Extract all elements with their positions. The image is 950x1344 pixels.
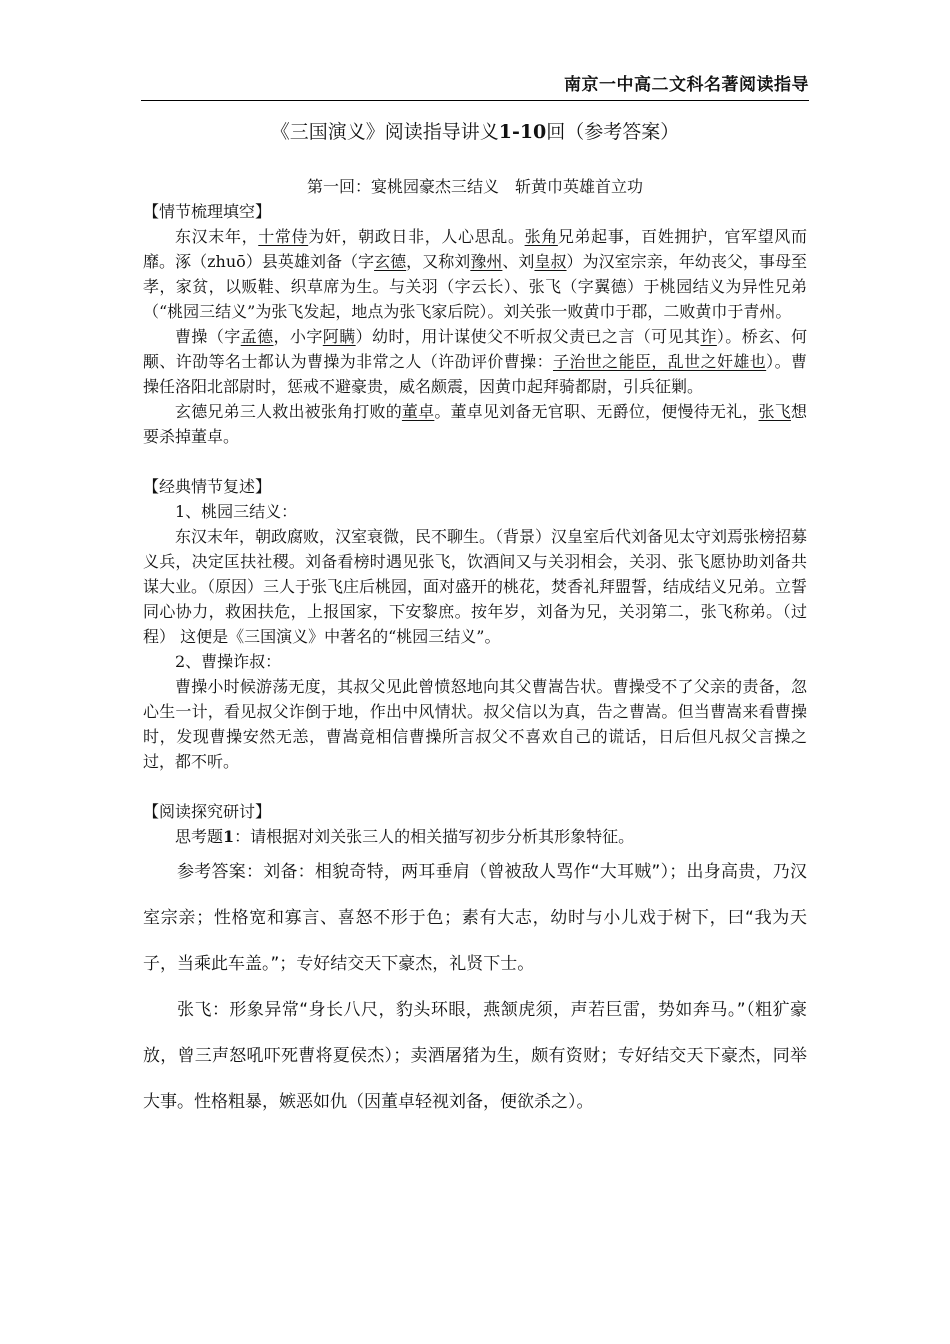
doc-title-post: 回（参考答案） [546, 121, 680, 143]
answer-blank: 皇叔 [534, 252, 567, 271]
text-run: 东汉末年， [175, 227, 259, 246]
answer-blank: 十常侍 [258, 227, 309, 246]
question-label: 思考题 [175, 827, 224, 846]
question-number: 1 [223, 827, 235, 846]
spacer [143, 449, 807, 474]
answer-blank: 张角 [524, 227, 558, 246]
doc-title-number: 1-10 [498, 121, 547, 143]
answer-blank: 诈 [700, 327, 717, 346]
text-run: 曹操（字 [175, 327, 241, 346]
document-body [143, 118, 807, 1125]
answer-liubei: 参考答案：刘备：相貌奇特，两耳垂肩（曾被敌人骂作“大耳贼”）；出身高贵，乃汉室宗亲；性格宽和寡言、喜怒不形于色；素有大志，幼时与小儿戏于树下，曰“我为天子，当乘此车盖。”；专好结交天下豪杰，礼贤下士。 [143, 862, 807, 974]
text-run: 想要杀掉董卓。 [143, 402, 807, 446]
text-run: 兄弟起事，百姓拥护，官军望风而靡。涿（zhuō）县英雄刘备（字 [143, 227, 807, 271]
section-heading-retell: 【经典情节复述】 [143, 477, 272, 496]
text-run: ）为汉室宗亲，年幼丧父，事母至孝，家贫，以贩鞋、织草席为生。与关羽（字云长）、张飞（字翼德）于桃园结义为异性兄弟（“桃园三结义”为张飞发起，地点为张飞家后院）。刘关张一败黄巾于郡，二败黄巾于青州。 [143, 252, 807, 321]
answer-blank: 阿瞒 [322, 327, 356, 346]
retell-item-2-title: 2、曹操诈叔： [175, 652, 282, 671]
header-title: 南京一中高二文科名著阅读指导 [564, 75, 809, 95]
plot-paragraph-2 [143, 324, 807, 399]
chapter-title: 第一回：宴桃园豪杰三结义 斩黄巾英雄首立功 [306, 177, 643, 196]
plot-paragraph-1 [143, 224, 807, 324]
section-heading-plot: 【情节梳理填空】 [143, 202, 272, 221]
answer-blank: 张飞 [758, 402, 791, 421]
answer-zhangfei: 张飞：形象异常“身长八尺，豹头环眼，燕颔虎须，声若巨雷，势如奔马。”（粗犷豪放，曾三声怒吼吓死曹将夏侯杰）；卖酒屠猪为生，颇有资财；专好结交天下豪杰，同举大事。性格粗暴，嫉恶如仇（因董卓轻视刘备，便欲杀之）。 [143, 1000, 807, 1112]
retell-item-2-text: 曹操小时候游荡无度，其叔父见此曾愤怒地向其父曹嵩告状。曹操受不了父亲的责备，忽心生一计，看见叔父诈倒于地，作出中风情状。叔父信以为真，告之曹嵩。但当曹嵩来看曹操时，发现曹操安然无恙，曹嵩竟相信曹操所言叔父不喜欢自己的谎话，日后但凡叔父言操之过，都不听。 [143, 677, 807, 771]
plot-paragraph-3 [143, 399, 807, 449]
text-run: ）。桥玄、何颙、许劭等名士都认为曹操为非常之人（许劭评价曹操： [143, 327, 807, 371]
question-text: ：请根据对刘关张三人的相关描写初步分析其形象特征。 [234, 827, 635, 846]
retell-item-1-text: 东汉末年，朝政腐败，汉室衰微，民不聊生。（背景）汉皇室后代刘备见太守刘焉张榜招募义兵，决定匡扶社稷。刘备看榜时遇见张飞，饮酒间又与关羽相会，关羽、张飞愿协助刘备共谋大业。（原因）三人于张飞庄后桃园，面对盛开的桃花，焚香礼拜盟誓，结成结义兄弟。立誓同心协力，救困扶危，上报国家，下安黎庶。按年岁，刘备为兄，关羽第二，张飞称弟。（过程） 这便是《三国演义》中著名的“桃园三结义”。 [143, 527, 808, 646]
answer-blank: 豫州 [470, 252, 503, 271]
page-header [141, 68, 809, 101]
doc-title [143, 118, 807, 146]
answer-blank: 董卓 [401, 402, 435, 421]
text-run: 玄德兄弟三人救出被张角打败的 [175, 402, 402, 421]
text-run: ，小字 [273, 327, 323, 346]
retell-item-1-title: 1、桃园三结义： [175, 502, 298, 521]
doc-title-pre: 《三国演义》阅读指导讲义 [270, 121, 499, 143]
answer-blank: 玄德 [374, 252, 407, 271]
spacer [143, 774, 807, 799]
text-run: ）幼时，用计谋使父不听叔父责已之言（可见其 [355, 327, 701, 346]
answer-blank: 孟德 [240, 327, 274, 346]
text-run: 为奸，朝政日非，人心思乱。 [308, 227, 525, 246]
section-heading-research: 【阅读探究研讨】 [143, 802, 272, 821]
text-run: ）。曹操任洛阳北部尉时，惩戒不避豪贵，威名颇震，因黄巾起拜骑都尉，引兵征剿。 [143, 352, 807, 396]
question-1 [143, 824, 807, 849]
text-run: 。董卓见刘备无官职、无爵位，便慢待无礼， [434, 402, 759, 421]
answer-blank: 子治世之能臣，乱世之奸雄也 [552, 352, 767, 371]
text-run: 、刘 [502, 252, 535, 271]
text-run: ，又称刘 [406, 252, 471, 271]
